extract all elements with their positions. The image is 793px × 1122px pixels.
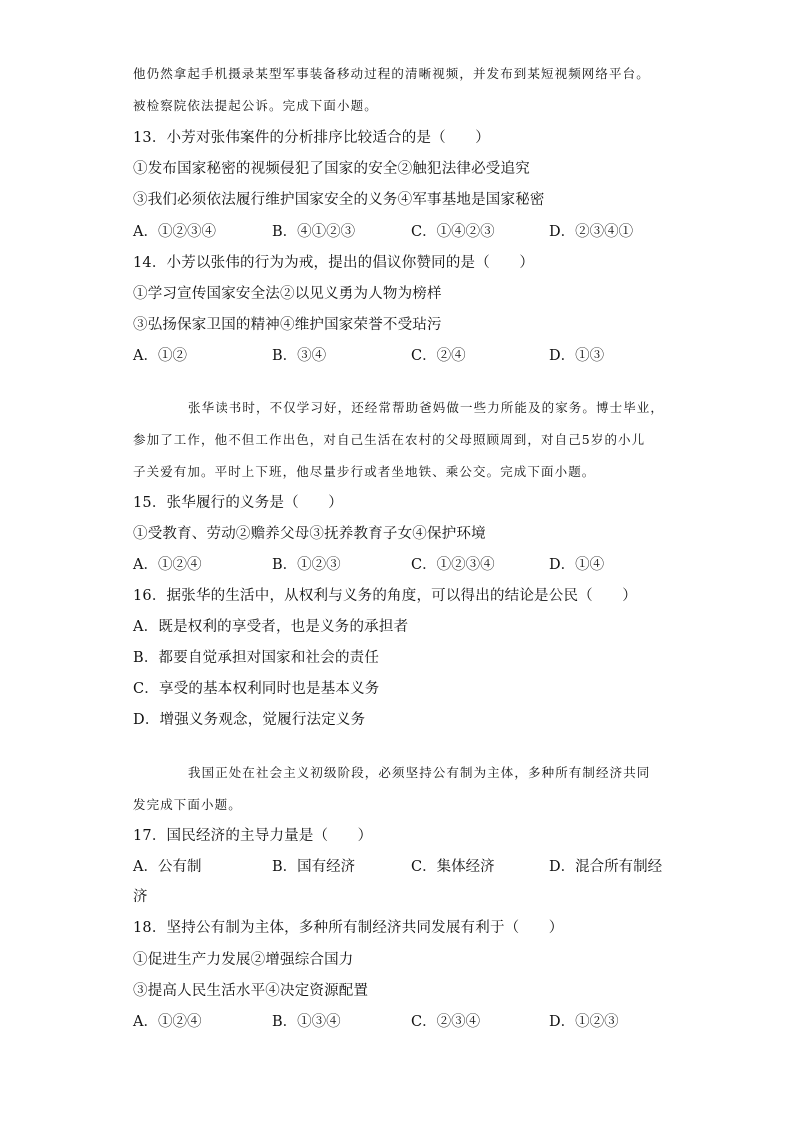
q15-option-c: C．①②③④: [411, 557, 495, 573]
q13-stem: 13．小芳对张伟案件的分析排序比较适合的是（ ）: [133, 130, 490, 146]
q15-stem: 15．张华履行的义务是（ ）: [133, 495, 343, 511]
q15-option-b: B．①②③: [272, 557, 341, 573]
q17-option-b: B．国有经济: [272, 859, 356, 875]
q16-option-b: B．都要自觉承担对国家和社会的责任: [133, 650, 380, 666]
q14-items-line1: ①学习宣传国家安全法②以见义勇为人物为榜样: [133, 286, 442, 302]
q15-option-a: A．①②④: [133, 557, 202, 573]
q18-option-c: C．②③④: [411, 1014, 481, 1030]
q13-items-line2: ③我们必须依法履行维护国家安全的义务④军事基地是国家秘密: [133, 192, 545, 208]
q13-option-a: A．①②③④: [133, 224, 216, 240]
passage3-line2: 发完成下面小题。: [133, 797, 242, 812]
q13-items-line1: ①发布国家秘密的视频侵犯了国家的安全②触犯法律必受追究: [133, 161, 530, 177]
passage1-line2: 被检察院依法提起公诉。完成下面小题。: [133, 98, 378, 113]
q14-items-line2: ③弘扬保家卫国的精神④维护国家荣誉不受玷污: [133, 317, 442, 333]
passage2-line2: 参加了工作，他不但工作出色，对自己生活在农村的父母照顾周到，对自己5岁的小儿: [133, 432, 646, 447]
q17-option-d-wrap: 济: [133, 889, 148, 905]
passage2-line3: 子关爱有加。平时上下班，他尽量步行或者坐地铁、乘公交。完成下面小题。: [133, 464, 596, 479]
passage2-line1: 张华读书时，不仅学习好，还经常帮助爸妈做一些力所能及的家务。博士毕业，: [188, 400, 665, 415]
q17-stem: 17．国民经济的主导力量是（ ）: [133, 828, 373, 844]
q13-option-b: B．④①②③: [272, 224, 356, 240]
q15-items-line1: ①受教育、劳动②赡养父母③抚养教育子女④保护环境: [133, 526, 486, 542]
passage3-line1: 我国正处在社会主义初级阶段，必须坚持公有制为主体，多种所有制经济共同: [188, 765, 651, 780]
q13-option-d: D．②③④①: [549, 224, 634, 240]
q17-option-d: D．混合所有制经: [549, 859, 663, 875]
q16-option-d: D．增强义务观念，觉履行法定义务: [133, 712, 366, 728]
q13-option-c: C．①④②③: [411, 224, 495, 240]
q14-option-c: C．②④: [411, 348, 466, 364]
q16-option-a: A．既是权利的享受者，也是义务的承担者: [133, 619, 409, 635]
q18-option-d: D．①②③: [549, 1014, 619, 1030]
q18-items-line2: ③提高人民生活水平④决定资源配置: [133, 983, 369, 999]
passage1-line1: 他仍然拿起手机摄录某型军事装备移动过程的清晰视频，并发布到某短视频网络平台。: [133, 66, 650, 81]
q14-stem: 14．小芳以张伟的行为为戒，提出的倡议你赞同的是（ ）: [133, 255, 535, 271]
q14-option-d: D．①③: [549, 348, 605, 364]
q16-stem: 16．据张华的生活中，从权利与义务的角度，可以得出的结论是公民（ ）: [133, 588, 637, 604]
q16-option-c: C．享受的基本权利同时也是基本义务: [133, 681, 380, 697]
q18-option-b: B．①③④: [272, 1014, 341, 1030]
q17-option-a: A．公有制: [133, 859, 202, 875]
q14-option-a: A．①②: [133, 348, 187, 364]
q14-option-b: B．③④: [272, 348, 327, 364]
q18-stem: 18．坚持公有制为主体，多种所有制经济共同发展有利于（ ）: [133, 920, 564, 936]
q17-option-c: C．集体经济: [411, 859, 495, 875]
q18-option-a: A．①②④: [133, 1014, 202, 1030]
q18-items-line1: ①促进生产力发展②增强综合国力: [133, 952, 354, 968]
q15-option-d: D．①④: [549, 557, 605, 573]
